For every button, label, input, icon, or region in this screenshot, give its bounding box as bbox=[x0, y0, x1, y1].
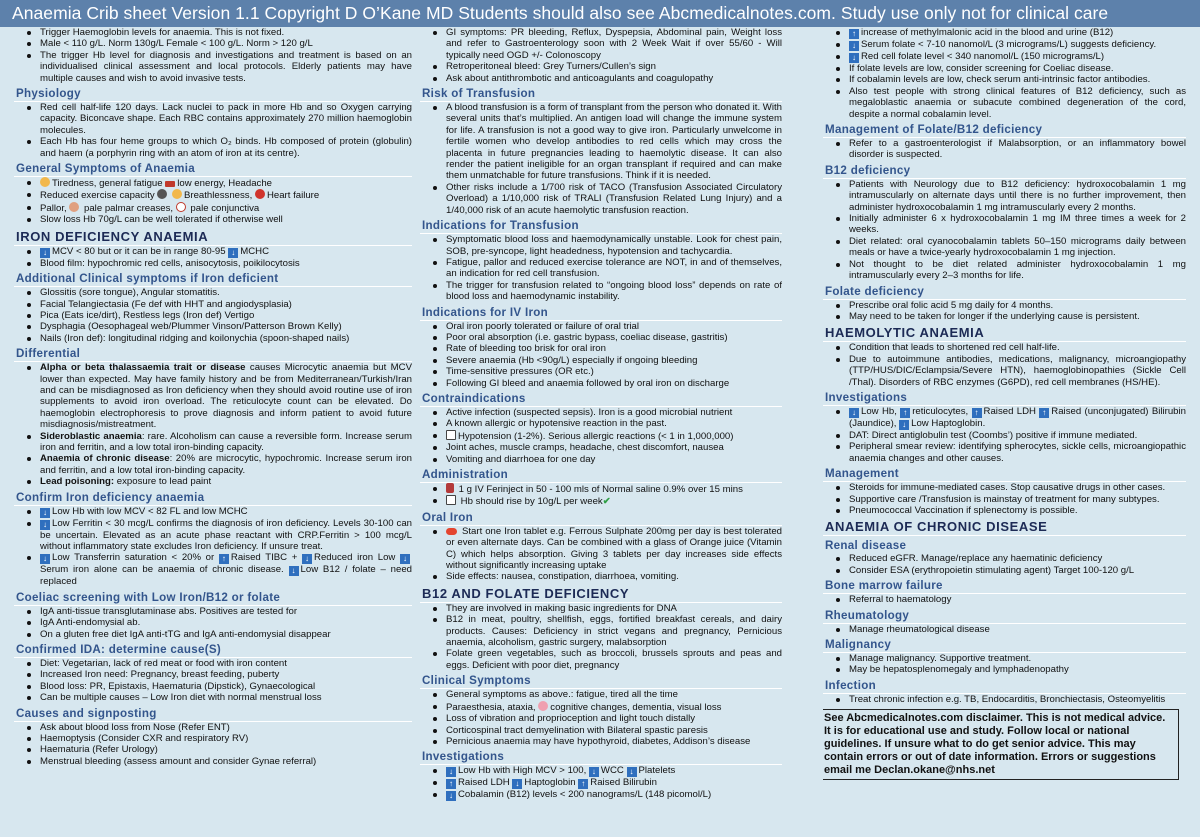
text: Raised LDH bbox=[983, 405, 1036, 417]
text: low energy, Headache bbox=[177, 178, 273, 190]
down-arrow-icon: ↓ bbox=[446, 767, 456, 777]
list-item bbox=[420, 777, 782, 789]
list-item bbox=[14, 177, 412, 189]
bold-term: Anaemia of chronic disease bbox=[40, 453, 170, 465]
list-item: Haematuria (Refer Urology) bbox=[14, 744, 412, 755]
text: Pallor, bbox=[40, 202, 67, 214]
down-arrow-icon: ↓ bbox=[849, 408, 859, 418]
list-item: If folate levels are low, consider screening for Coeliac disease. bbox=[823, 63, 1186, 74]
section-title-b12-deficiency: B12 deficiency bbox=[823, 164, 1186, 179]
list-item bbox=[420, 430, 782, 442]
section-title-infection: Infection bbox=[823, 679, 1186, 694]
list-item: Not thought to be diet related administer hydroxocobalamin 1 mg intramuscularly every 2–3 months for life. bbox=[823, 259, 1186, 282]
haemolytic-list bbox=[823, 342, 1186, 388]
heart-icon bbox=[255, 189, 265, 199]
administration-list bbox=[420, 483, 782, 508]
list-item: Corticospinal tract demyelination with Bilateral spastic paresis bbox=[420, 725, 782, 736]
section-title-administration: Administration bbox=[420, 468, 782, 483]
list-item bbox=[420, 789, 782, 801]
column-right bbox=[823, 27, 1186, 837]
text: Hypotension (1-2%). Serious allergic reactions (< 1 in 1,000,000) bbox=[458, 430, 734, 442]
up-arrow-icon: ↑ bbox=[972, 408, 982, 418]
list-item bbox=[823, 51, 1186, 63]
column-left bbox=[14, 27, 412, 837]
additional-symptoms-list bbox=[14, 287, 412, 344]
down-arrow-icon: ↓ bbox=[302, 554, 312, 564]
list-item: Initially administer 6 x hydroxocobalamin 1 mg IM three times a week for 2 weeks. bbox=[823, 213, 1186, 236]
up-arrow-icon: ↑ bbox=[578, 779, 588, 789]
down-arrow-icon: ↓ bbox=[40, 520, 50, 530]
malignancy-list bbox=[823, 653, 1186, 676]
list-item: A known allergic or hypotensive reaction in the past. bbox=[420, 418, 782, 429]
list-item: Following GI bleed and anaemia followed by oral iron on discharge bbox=[420, 378, 782, 389]
investigations-b12-list bbox=[420, 765, 782, 801]
text: Heart failure bbox=[266, 190, 320, 202]
list-item: General symptoms as above.: fatigue, tired all the time bbox=[420, 689, 782, 700]
list-item: If cobalamin levels are low, check serum anti-intrinsic factor antibodies. bbox=[823, 74, 1186, 85]
list-item: Poor oral absorption (i.e. gastric bypass, coeliac disease, gastritis) bbox=[420, 332, 782, 343]
list-item bbox=[14, 453, 412, 476]
list-item: Referral to haematology bbox=[823, 594, 1186, 605]
text: cognitive changes, dementia, visual loss bbox=[550, 701, 722, 713]
list-item: Steroids for immune-mediated cases. Stop causative drugs in other cases. bbox=[823, 482, 1186, 493]
text: pale palmar creases, bbox=[84, 202, 174, 214]
list-item: Prescribe oral folic acid 5 mg daily for 4 months. bbox=[823, 300, 1186, 311]
eye-icon bbox=[176, 202, 186, 212]
list-item: Folate green vegetables, such as broccoli, brussels sprouts and peas and eggs. Deficient with poor diet, pregnancy bbox=[420, 648, 782, 671]
list-item: Joint aches, muscle cramps, headache, chest discomfort, nausea bbox=[420, 442, 782, 453]
list-item bbox=[420, 765, 782, 777]
list-item: GI symptoms: PR bleeding, Reflux, Dyspepsia, Abdominal pain, Weight loss and refer to Gastroenterology soon with 2 Week Wait if over 55/60 - Will typically need OGD +/- Colonoscopy bbox=[420, 27, 782, 61]
list-item: On a gluten free diet IgA anti-tTG and IgA anti-endomysial disappear bbox=[14, 629, 412, 640]
indications-iv-iron-list bbox=[420, 321, 782, 389]
list-item: May be hepatosplenomegaly and lymphadenopathy bbox=[823, 664, 1186, 675]
hand-icon bbox=[69, 202, 79, 212]
text: WCC bbox=[600, 765, 624, 777]
list-item bbox=[420, 526, 782, 572]
list-item: Consider ESA (erythropoietin stimulating agent) Target 100-120 g/L bbox=[823, 565, 1186, 576]
list-item: IgA anti-tissue transglutaminase abs. Positives are tested for bbox=[14, 606, 412, 617]
text: Low Transferrin saturation < 20% or bbox=[52, 552, 215, 564]
list-item: A blood transfusion is a form of transplant from the person who donated it. With several units that’s multiplied. An antigen load will change the immune system for life. A transfusion is not a good way to give iron. Particularly unwelcome in fertile women who develop antibodies to red cells which may cross the placenta in future pregnancies leading to haemolytic disease. It can also render the patient ineligible for an organ transplant if required and can make them unmatchable for future transfusions. Think if it is needed. bbox=[420, 102, 782, 182]
list-item: They are involved in making basic ingredients for DNA bbox=[420, 603, 782, 614]
list-item: Supportive care /Transfusion is mainstay of treatment for many subtypes. bbox=[823, 494, 1186, 505]
section-title-additional-symptoms: Additional Clinical symptoms if Iron deficient bbox=[14, 272, 412, 287]
list-item bbox=[14, 476, 412, 487]
down-arrow-icon: ↓ bbox=[40, 508, 50, 518]
list-item bbox=[14, 246, 412, 258]
list-item bbox=[14, 552, 412, 587]
list-item: Vomiting and diarrhoea for one day bbox=[420, 454, 782, 465]
list-item bbox=[14, 431, 412, 454]
list-item bbox=[14, 189, 412, 201]
signposting-list bbox=[14, 722, 412, 768]
runner-icon bbox=[157, 189, 167, 199]
down-arrow-icon: ↓ bbox=[512, 779, 522, 789]
section-title-determine-cause: Confirmed IDA: determine cause(S) bbox=[14, 643, 412, 658]
text: Haptoglobin bbox=[524, 777, 576, 789]
coeliac-list bbox=[14, 606, 412, 640]
text: Low Ferritin < 30 mcg/L confirms the diagnosis of iron deficiency. Levels 30-100 can be uncertain. Elevated as an acute phase reactant with CRP.Ferritin > 100 mcg/L without inflammatory state excludes Iron deficiency. If unsure treat. bbox=[40, 517, 412, 552]
list-item bbox=[420, 701, 782, 713]
brain-icon bbox=[538, 701, 548, 711]
list-item: Menstrual bleeding (assess amount and consider Gynae referral) bbox=[14, 756, 412, 767]
disclaimer-box: See Abcmedicalnotes.com disclaimer. This is not medical advice. It is for educational use and study. Follow local or national guidelines. If unsure what to do get senior advice. This may contain errors or out of date information. Errors or suggestions email me Declan.okane@nhs.net bbox=[823, 709, 1179, 780]
up-arrow-icon: ↑ bbox=[446, 779, 456, 789]
differential-list bbox=[14, 362, 412, 487]
list-item: Ask about blood loss from Nose (Refer ENT) bbox=[14, 722, 412, 733]
down-arrow-icon: ↓ bbox=[400, 554, 410, 564]
section-title-rheumatology: Rheumatology bbox=[823, 609, 1186, 624]
gasping-face-icon bbox=[172, 189, 182, 199]
text: Breathlessness, bbox=[184, 190, 253, 202]
page-banner: Anaemia Crib sheet Version 1.1 Copyright D O’Kane MD Students should also see Abcmedicalnotes.com. Study use only not for clinical care bbox=[0, 0, 1200, 27]
section-title-general-symptoms: General Symptoms of Anaemia bbox=[14, 162, 412, 177]
check-icon: ✔ bbox=[602, 496, 611, 508]
section-title-risk-transfusion: Risk of Transfusion bbox=[420, 87, 782, 102]
list-item: Glossitis (sore tongue), Angular stomatitis. bbox=[14, 287, 412, 298]
b12-folate-list bbox=[420, 603, 782, 671]
section-title-oral-iron: Oral Iron bbox=[420, 511, 782, 526]
section-title-coeliac: Coeliac screening with Low Iron/B12 or folate bbox=[14, 591, 412, 606]
text: Low Hb, bbox=[861, 405, 897, 417]
list-item: IgA Anti-endomysial ab. bbox=[14, 617, 412, 628]
column-middle bbox=[420, 27, 782, 837]
text: Low B12 / folate – need replaced bbox=[40, 564, 412, 588]
bold-term: Sideroblastic anaemia bbox=[40, 430, 142, 442]
management-folate-b12-list bbox=[823, 138, 1186, 161]
list-item bbox=[420, 495, 782, 507]
text: Raised Bilirubin bbox=[590, 777, 657, 789]
bone-marrow-list bbox=[823, 594, 1186, 605]
text: Raised LDH bbox=[458, 777, 510, 789]
list-item: Ask about antithrombotic and anticoagulants and coagulopathy bbox=[420, 73, 782, 84]
list-item: Blood film: hypochromic red cells, anisocytosis, poikilocytosis bbox=[14, 258, 412, 269]
text: Low Hb with low MCV < 82 FL and low MCHC bbox=[52, 505, 248, 517]
list-item: Blood loss: PR, Epistaxis, Haematuria (Dipstick), Gynaecological bbox=[14, 681, 412, 692]
list-item: Diet related: oral cyanocobalamin tablets 50–150 micrograms daily between meals or have a twice-yearly hydroxocobalamin 1 mg injection. bbox=[823, 236, 1186, 259]
text: 1 g IV Ferinject in 50 - 100 mls of Normal saline 0.9% over 15 mins bbox=[458, 484, 743, 495]
text: Raised TIBC + bbox=[230, 552, 298, 564]
section-title-indications-transfusion: Indications for Transfusion bbox=[420, 219, 782, 234]
list-item: Rate of bleeding too brisk for oral iron bbox=[420, 343, 782, 354]
general-symptoms-list bbox=[14, 177, 412, 226]
management-haemolytic-list bbox=[823, 482, 1186, 516]
list-item: B12 in meat, poultry, shellfish, eggs, fortified breakfast cereals, and dairy products. Causes: Deficiency in strict vegans and pregnancy, Pernicious anaemia, alcoholism, gastric surgery, malabsorption bbox=[420, 614, 782, 648]
text: Serum iron alone can be anaemia of chronic disease. bbox=[40, 564, 284, 576]
text: reticulocytes, bbox=[912, 405, 969, 417]
down-arrow-icon: ↓ bbox=[446, 791, 456, 801]
section-title-investigations-b12: Investigations bbox=[420, 750, 782, 765]
list-item: The trigger for transfusion related to “ongoing blood loss” depends on rate of blood loss and haemodynamic instability. bbox=[420, 280, 782, 303]
section-title-renal: Renal disease bbox=[825, 539, 907, 553]
text: exposure to lead paint bbox=[114, 476, 212, 488]
section-title-bone-marrow: Bone marrow failure bbox=[823, 579, 1186, 594]
section-title-physiology: Physiology bbox=[14, 87, 412, 102]
gi-list bbox=[420, 27, 782, 84]
list-item: DAT: Direct antiglobulin test (Coombs’) positive if immune mediated. bbox=[823, 430, 1186, 441]
section-title-differential: Differential bbox=[14, 347, 412, 362]
clinical-symptoms-list bbox=[420, 689, 782, 747]
list-item: Can be multiple causes – Low Iron diet with normal menstrual loss bbox=[14, 692, 412, 703]
down-arrow-icon: ↓ bbox=[899, 420, 909, 430]
list-item: Red cell half-life 120 days. Lack nuclei to pack in more Hb and so Oxygen carrying capacity. Biconcave shape. Each RBC contains approximately 270 million haemoglobin molecules. bbox=[14, 102, 412, 136]
pill-icon bbox=[446, 528, 457, 535]
list-item: Haemoptysis (Consider CXR and respiratory RV) bbox=[14, 733, 412, 744]
list-item bbox=[823, 406, 1186, 430]
list-item: Oral iron poorly tolerated or failure of oral trial bbox=[420, 321, 782, 332]
up-arrow-icon: ↑ bbox=[219, 554, 229, 564]
contraindications-list bbox=[420, 407, 782, 465]
investigations-haemolytic-list bbox=[823, 406, 1186, 464]
list-item: Manage rheumatological disease bbox=[823, 624, 1186, 635]
section-title-clinical-symptoms: Clinical Symptoms bbox=[420, 674, 782, 689]
list-item: Symptomatic blood loss and haemodynamically unstable. Look for chest pain, SOB, pre-syncope, light headedness, hypotension and tachycardia. bbox=[420, 234, 782, 257]
section-title-iron-deficiency: IRON DEFICIENCY ANAEMIA bbox=[14, 229, 412, 246]
list-item bbox=[823, 27, 1186, 39]
list-item: The trigger Hb level for diagnosis and investigations and treatment is based on an individualised clinical assessment and local protocols. Elderly patients may have multiple causes and wish to avoid invasive tests. bbox=[14, 50, 412, 84]
list-item bbox=[14, 518, 412, 553]
indications-transfusion-list bbox=[420, 234, 782, 302]
list-item: Reduced eGFR. Manage/replace any haematinic deficiency bbox=[823, 553, 1186, 564]
list-item: Slow loss Hb 70g/L can be well tolerated if otherwise well bbox=[14, 214, 412, 225]
section-title-investigations-haemolytic: Investigations bbox=[823, 391, 1186, 406]
list-item bbox=[420, 483, 782, 495]
section-title-signposting: Causes and signposting bbox=[14, 707, 412, 722]
text: Platelets bbox=[638, 765, 676, 777]
text: Tiredness, general fatigue bbox=[52, 178, 163, 190]
chart-down-icon bbox=[446, 430, 456, 440]
section-title-folate-deficiency: Folate deficiency bbox=[823, 285, 1186, 300]
up-arrow-icon: ↑ bbox=[1039, 408, 1049, 418]
section-title-confirm-ida: Confirm Iron deficiency anaemia bbox=[14, 491, 412, 506]
list-item: Male < 110 g/L. Norm 130g/L Female < 100 g/L. Norm > 120 g/L bbox=[14, 38, 412, 49]
text: MCV < 80 but or it can be in range 80-95 bbox=[52, 245, 226, 257]
list-item: May need to be taken for longer if the underlying cause is persistent. bbox=[823, 311, 1186, 322]
syringe-icon bbox=[446, 483, 454, 493]
text: Raised (unconjugated) Bilirubin (Jaundice), bbox=[849, 405, 1186, 429]
risk-transfusion-list bbox=[420, 102, 782, 216]
up-arrow-icon: ↑ bbox=[849, 29, 859, 39]
list-item: Refer to a gastroenterologist if Malabsorption, or an inflammatory bowel disorder is suspected. bbox=[823, 138, 1186, 161]
section-title-indications-iv-iron: Indications for IV Iron bbox=[420, 306, 782, 321]
text: increase of methylmalonic acid in the blood and urine (B12) bbox=[861, 27, 1114, 38]
section-title-malignancy: Malignancy bbox=[823, 638, 1186, 653]
list-item bbox=[14, 362, 412, 430]
list-item: Pernicious anaemia may have hypothyroid, diabetes, Addison’s disease bbox=[420, 736, 782, 747]
determine-cause-list bbox=[14, 658, 412, 704]
list-item: Nails (Iron def): longitudinal ridging and koilonychia (spoon-shaped nails) bbox=[14, 333, 412, 344]
text: Hb should rise by 10g/L per week bbox=[460, 496, 603, 508]
list-item: Fatigue, pallor and reduced exercise tolerance are NOT, in and of themselves, an indication for red cell transfusion. bbox=[420, 257, 782, 280]
list-item: Condition that leads to shortened red cell half-life. bbox=[823, 342, 1186, 353]
rheumatology-list bbox=[823, 624, 1186, 635]
list-item: Manage malignancy. Supportive treatment. bbox=[823, 653, 1186, 664]
physiology-list bbox=[14, 102, 412, 159]
list-item: Each Hb has four heme groups to which O₂ binds. Hb composed of protein (globulin) and haem (a porphyrin ring with an atom of iron at its centre). bbox=[14, 136, 412, 159]
bold-term: Alpha or beta thalassaemia trait or disease bbox=[40, 362, 246, 374]
list-item: Patients with Neurology due to B12 deficiency: hydroxocobalamin 1 mg intramuscularly on alternate days until there is no further improvement, then administer hydroxocobalamin 1 mg intramuscularly every 2 months. bbox=[823, 179, 1186, 213]
oral-iron-list bbox=[420, 526, 782, 583]
list-item: Trigger Haemoglobin levels for anaemia. This is not fixed. bbox=[14, 27, 412, 38]
tired-face-icon bbox=[40, 177, 50, 187]
text: Low Haptoglobin. bbox=[911, 417, 986, 429]
down-arrow-icon: ↓ bbox=[589, 767, 599, 777]
list-item: Pneumococcal Vaccination if splenectomy is possible. bbox=[823, 505, 1186, 516]
text: Start one Iron tablet e.g. Ferrous Sulphate 200mg per day is best tolerated or even alternate days. Can be combined with a glass of Orange juice (Vitamin C) which helps absorption. Giving 3 tablets per day increases side effects without significantly increasing uptake bbox=[446, 525, 782, 572]
section-title-management-haemolytic: Management bbox=[823, 467, 1186, 482]
bold-term: Lead poisoning: bbox=[40, 476, 115, 488]
infection-list bbox=[823, 694, 1186, 705]
b12-tests-list bbox=[823, 27, 1186, 120]
up-arrow-icon: ↑ bbox=[900, 408, 910, 418]
down-arrow-icon: ↓ bbox=[228, 248, 238, 258]
text: Paraesthesia, ataxia, bbox=[446, 701, 536, 713]
list-item: Other risks include a 1/700 risk of TACO (Transfusion Associated Circulatory Overload) a 1/10,000 risk of TRALI (Transfusion Related Lung Injury) and a 1/40,000 risk of an acute haemolytic transfusion reaction. bbox=[420, 182, 782, 216]
text: Cobalamin (B12) levels < 200 nanograms/L (148 picomol/L) bbox=[458, 789, 712, 801]
list-item bbox=[823, 39, 1186, 51]
list-item: Time-sensitive pressures (OR etc.) bbox=[420, 366, 782, 377]
text: : 20% are microcytic, hypochromic. Increase serum iron and ferritin, and a low total iron-binding capacity. bbox=[40, 453, 412, 476]
content-columns bbox=[0, 27, 1200, 837]
text: pale conjunctiva bbox=[190, 202, 260, 214]
down-arrow-icon: ↓ bbox=[849, 41, 859, 51]
intro-list bbox=[14, 27, 412, 84]
renal-list bbox=[823, 553, 1186, 576]
down-arrow-icon: ↓ bbox=[627, 767, 637, 777]
text: causes Microcytic anaemia but MCV lower than expected. May have family history and be from Mediterranean/Turkish/Iran and can be misdiagnosed as Iron deficiency when they should avoid routine use of iron supplements to avoid iron overload. The reticulocyte count can be elevated. Do haemoglobin electrophoresis to prove diagnosis and inform patient to avoid future misdiagnosis/mistreatment. bbox=[40, 362, 412, 431]
section-title-b12-folate: B12 AND FOLATE DEFICIENCY bbox=[420, 586, 782, 603]
down-arrow-icon: ↓ bbox=[40, 554, 50, 564]
list-item: Dysphagia (Oesophageal web/Plummer Vinson/Patterson Brown Kelly) bbox=[14, 321, 412, 332]
folate-deficiency-list bbox=[823, 300, 1186, 323]
list-item: Severe anaemia (Hb <90g/L) especially if ongoing bleeding bbox=[420, 355, 782, 366]
section-title-haemolytic: HAEMOLYTIC ANAEMIA bbox=[823, 325, 1186, 342]
down-arrow-icon: ↓ bbox=[40, 248, 50, 258]
list-item bbox=[14, 506, 412, 518]
text: Reduced iron Low bbox=[314, 552, 396, 564]
text: Serum folate < 7-10 nanomol/L (3 micrograms/L) suggests deficiency. bbox=[861, 39, 1157, 50]
text: MCHC bbox=[240, 245, 270, 257]
list-item: Facial Telangiectasia (Fe def with HHT and angiodysplasia) bbox=[14, 299, 412, 310]
list-item bbox=[14, 202, 412, 214]
text: Reduced exercise capacity bbox=[40, 190, 155, 202]
battery-low-icon bbox=[165, 181, 175, 187]
list-item: Loss of vibration and proprioception and light touch distally bbox=[420, 713, 782, 724]
section-title-contraindications: Contraindications bbox=[420, 392, 782, 407]
list-item: Active infection (suspected sepsis). Iron is a good microbial nutrient bbox=[420, 407, 782, 418]
list-item: Pica (Eats ice/dirt), Restless legs (Iron def) Vertigo bbox=[14, 310, 412, 321]
b12-deficiency-list bbox=[823, 179, 1186, 282]
text: : rare. Alcoholism can cause a reversible form. Increase serum iron and ferritin, and a low total iron-binding capacity. bbox=[40, 430, 412, 453]
list-item: Treat chronic infection e.g. TB, Endocarditis, Bronchiectasis, Osteomyelitis bbox=[823, 694, 1186, 705]
text: Low Hb with High MCV > 100, bbox=[458, 765, 587, 777]
section-title-management-folate-b12: Management of Folate/B12 deficiency bbox=[823, 123, 1186, 138]
confirm-ida-list bbox=[14, 506, 412, 588]
list-item: Also test people with strong clinical features of B12 deficiency, such as megaloblastic anaemia or subacute combined degeneration of the cord, despite a normal cobalamin level. bbox=[823, 86, 1186, 120]
list-item: Increased Iron need: Pregnancy, breast feeding, puberty bbox=[14, 669, 412, 680]
list-item: Peripheral smear review: identifying spherocytes, sickle cells, microangiopathic anaemia changes and other causes. bbox=[823, 441, 1186, 464]
text: Red cell folate level < 340 nanomol/L (150 micrograms/L) bbox=[861, 51, 1105, 62]
iron-deficiency-list bbox=[14, 246, 412, 269]
list-item: Due to autoimmune antibodies, medications, malignancy, microangiopathy (TTP/HUS/DIC/Eclampsia/Severe HTN), haemoglobinopathies (Sickle Cell /Thal). Disorders of RBC enzymes (G6PD), red cell membranes (HS/HE). bbox=[823, 354, 1186, 388]
list-item: Retroperitoneal bleed: Grey Turners/Cullen’s sign bbox=[420, 61, 782, 72]
down-arrow-icon: ↓ bbox=[289, 566, 299, 576]
list-item: Side effects: nausea, constipation, diarrhoea, vomiting. bbox=[420, 571, 782, 582]
chart-up-icon bbox=[446, 495, 456, 505]
down-arrow-icon: ↓ bbox=[849, 53, 859, 63]
section-title-chronic-disease: ANAEMIA OF CHRONIC DISEASE bbox=[823, 519, 1186, 536]
list-item: Diet: Vegetarian, lack of red meat or food with iron content bbox=[14, 658, 412, 669]
